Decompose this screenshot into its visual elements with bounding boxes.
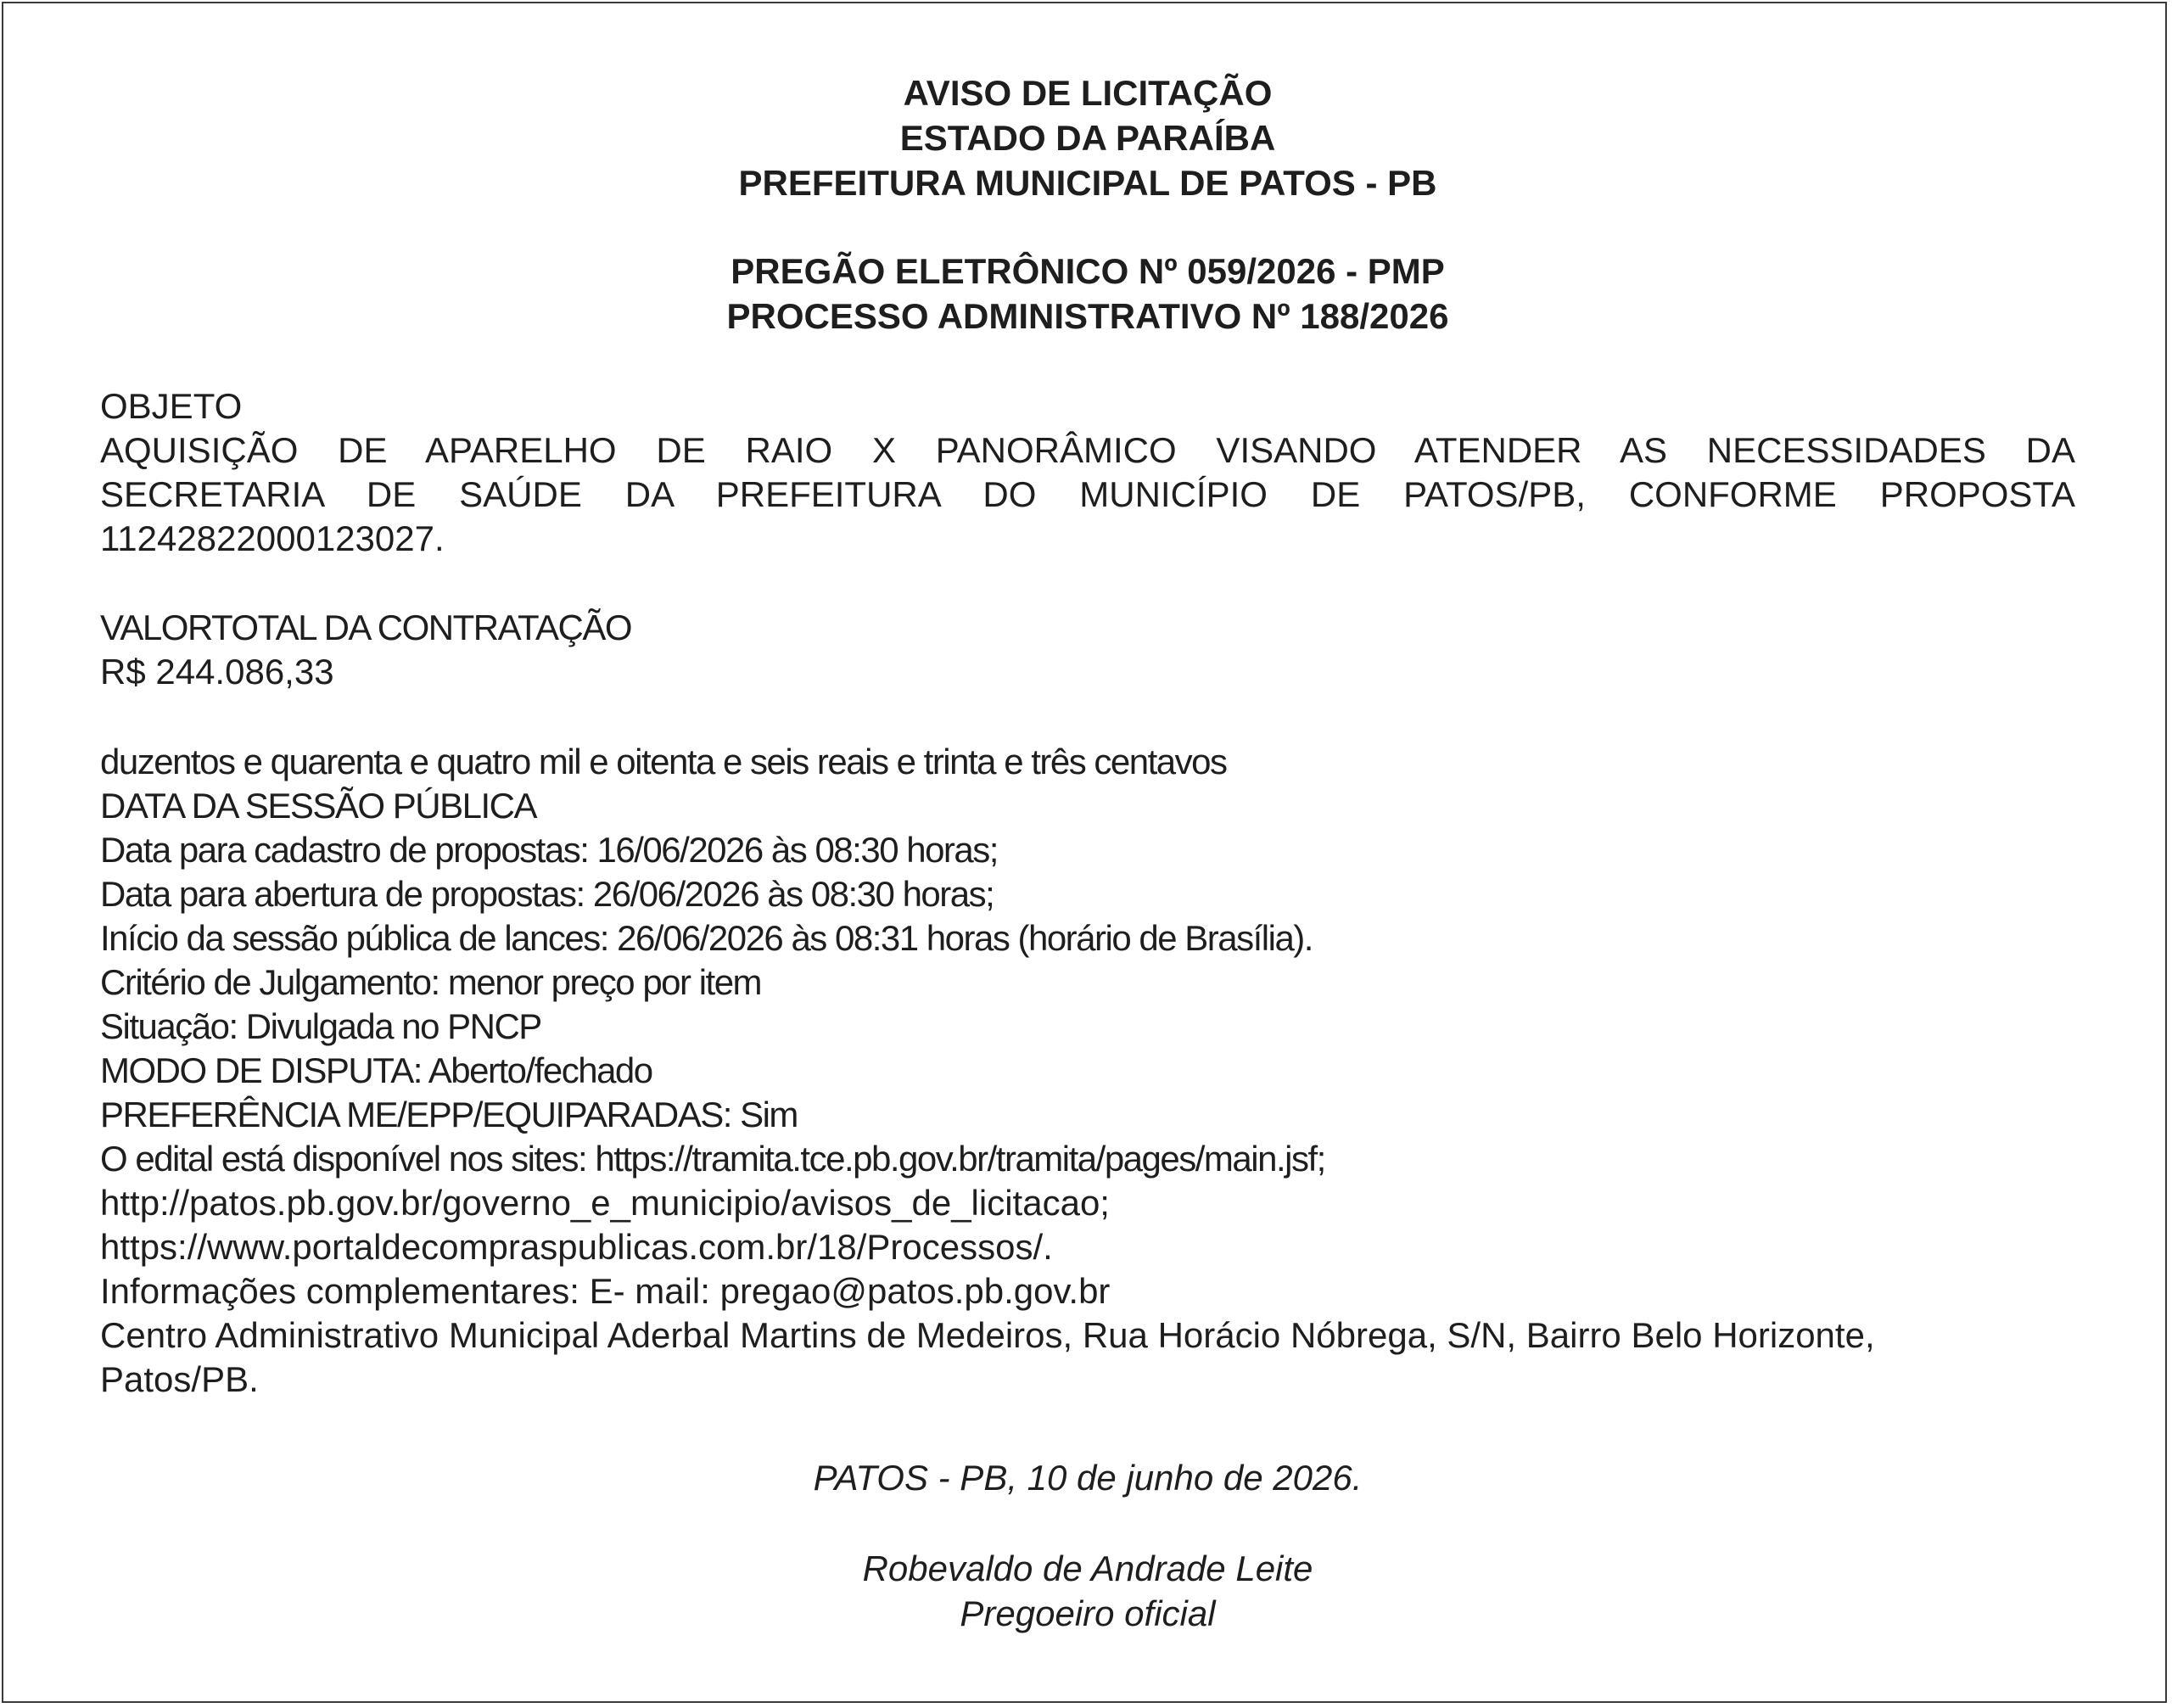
process-number: PROCESSO ADMINISTRATIVO Nº 188/2026 <box>726 296 1449 336</box>
objeto-line-3: 11242822000123027. <box>100 518 445 558</box>
objeto-heading: OBJETO <box>100 386 243 426</box>
endereco-line-2: Patos/PB. <box>100 1359 259 1399</box>
signatory-name: Robevaldo de Andrade Leite <box>862 1548 1313 1588</box>
abertura-date: Data para abertura de propostas: 26/06/2026 às 08:30 horas; <box>100 874 994 914</box>
cadastro-date: Data para cadastro de propostas: 16/06/2026 às 08:30 horas; <box>100 830 998 870</box>
pregao-number: PREGÃO ELETRÔNICO Nº 059/2026 - PMP <box>731 251 1445 291</box>
situacao: Situação: Divulgada no PNCP <box>100 1006 541 1046</box>
municipality-name: PREFEITURA MUNICIPAL DE PATOS - PB <box>738 163 1437 203</box>
state-name: ESTADO DA PARAÍBA <box>899 118 1276 158</box>
inicio-sessao: Início da sessão pública de lances: 26/06/2026 às 08:31 horas (horário de Brasília). <box>100 918 1313 958</box>
modo-disputa: MODO DE DISPUTA: Aberto/fechado <box>100 1050 652 1090</box>
criterio-julgamento: Critério de Julgamento: menor preço por item <box>100 962 762 1002</box>
objeto-line-2: SECRETARIA DE SAÚDE DA PREFEITURA DO MUNICÍPIO DE PATOS/PB, CONFORME PROPOSTA <box>100 474 2075 514</box>
objeto-line-1: AQUISIÇÃO DE APARELHO DE RAIO X PANORÂMICO VISANDO ATENDER AS NECESSIDADES DA <box>100 430 2075 470</box>
site-patos: http://patos.pb.gov.br/governo_e_municipio/avisos_de_licitacao; <box>100 1183 1110 1223</box>
site-portal: https://www.portaldecompraspublicas.com.br/18/Processos/. <box>100 1227 1053 1267</box>
info-email: Informações complementares: E- mail: pregao@patos.pb.gov.br <box>100 1271 1111 1311</box>
sessao-heading: DATA DA SESSÃO PÚBLICA <box>100 786 536 826</box>
valor-heading: VALORTOTAL DA CONTRATAÇÃO <box>100 608 632 647</box>
notice-title: AVISO DE LICITAÇÃO <box>903 73 1273 113</box>
signatory-role: Pregoeiro oficial <box>960 1593 1216 1633</box>
preferencia: PREFERÊNCIA ME/EPP/EQUIPARADAS: Sim <box>100 1095 798 1134</box>
valor-extenso: duzentos e quarenta e quatro mil e oitenta e seis reais e trinta e três centavos <box>100 742 1227 781</box>
valor-amount: R$ 244.086,33 <box>100 652 334 692</box>
endereco-line-1: Centro Administrativo Municipal Aderbal Martins de Medeiros, Rua Horácio Nóbrega, S/N, Bairro Belo Horizonte, <box>100 1315 1875 1355</box>
edital-sites: O edital está disponível nos sites: https://tramita.tce.pb.gov.br/tramita/pages/main.jsf; <box>100 1139 1325 1179</box>
place-date: PATOS - PB, 10 de junho de 2026. <box>813 1458 1363 1498</box>
